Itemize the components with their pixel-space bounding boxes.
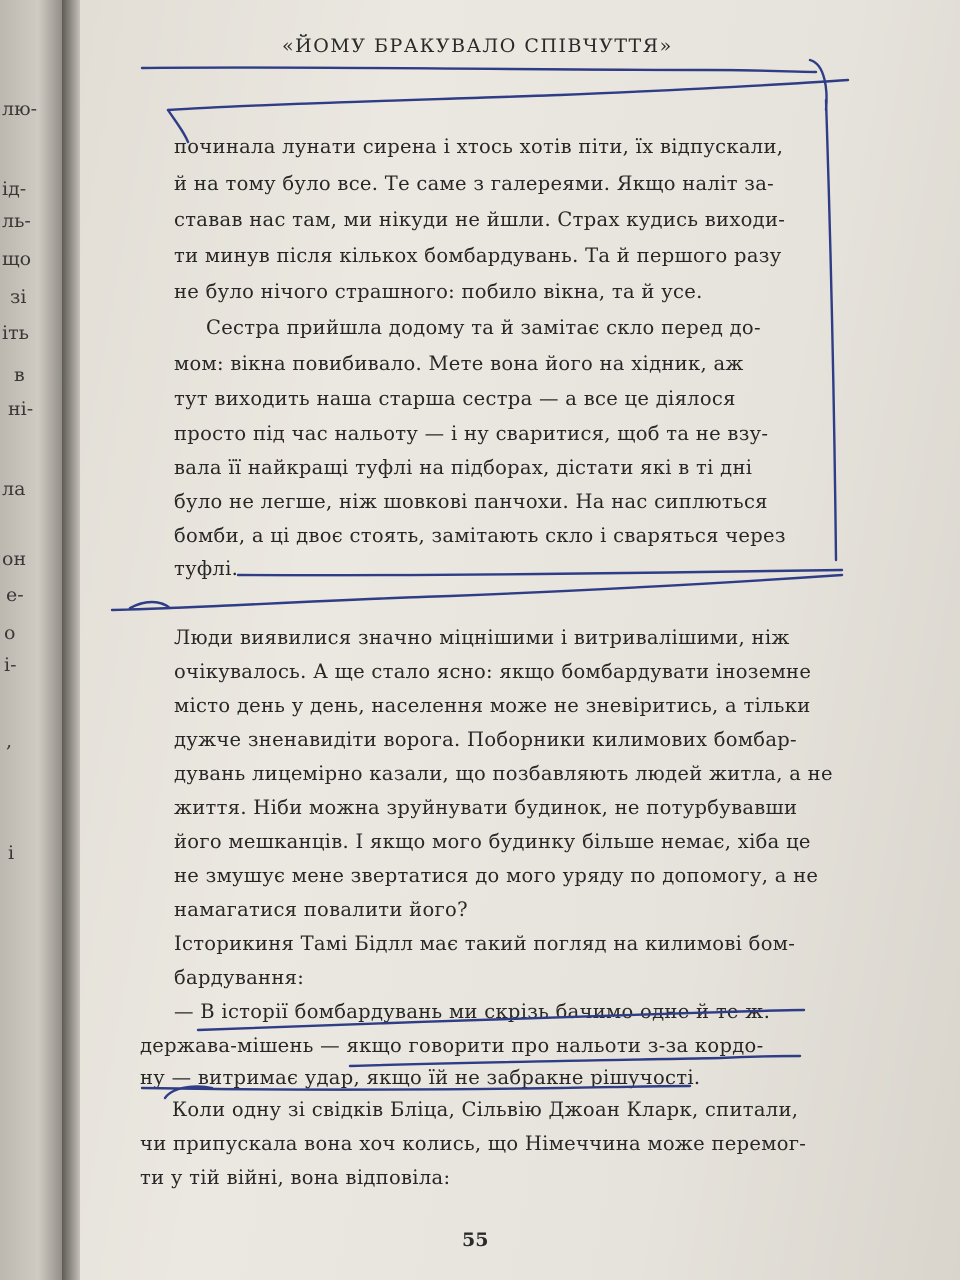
left-page-fragment: в xyxy=(14,364,25,386)
text-line: просто під час нальоту — і ну сваритися, щоб та не взу- xyxy=(174,422,769,445)
text-line: чи припускала вона хоч колись, що Німеччина може перемог- xyxy=(140,1132,807,1155)
text-line: очікувалось. А ще стало ясно: якщо бомбардувати іноземне xyxy=(174,660,812,683)
running-head: «ЙОМУ БРАКУВАЛО СПІВЧУТТЯ» xyxy=(282,35,673,57)
left-page-fragment: і- xyxy=(4,654,17,676)
text-line: ну — витримає удар, якщо їй не забракне рішучості. xyxy=(140,1066,701,1089)
text-line: й на тому було все. Те саме з галереями. Якщо наліт за- xyxy=(174,172,775,195)
text-line: ти у тій війні, вона відповіла: xyxy=(140,1166,451,1189)
text-line: мом: вікна повибивало. Мете вона його на хідник, аж xyxy=(174,352,744,375)
text-line: життя. Ніби можна зруйнувати будинок, не потурбувавши xyxy=(174,796,798,819)
left-page-fragment: зі xyxy=(10,286,27,308)
ink-box-top xyxy=(168,80,848,110)
ink-box-left xyxy=(168,110,188,142)
text-line: дужче зненавидіти ворога. Поборники килимових бомбар- xyxy=(174,728,797,751)
ink-separator xyxy=(112,575,842,610)
left-page-fragment: о xyxy=(4,622,16,644)
text-line: держава-мішень — якщо говорити про нальоти з-за кордо- xyxy=(140,1034,764,1057)
text-line: його мешканців. І якщо мого будинку більше немає, хіба це xyxy=(174,830,811,853)
left-page-fragment: лю- xyxy=(2,98,38,120)
left-page-fragment: е- xyxy=(6,584,24,606)
left-page-fragment: іть xyxy=(2,322,29,344)
text-line: Люди виявилися значно міцнішими і витривалішими, ніж xyxy=(174,626,790,649)
text-line: ставав нас там, ми нікуди не йшли. Страх кудись виходи- xyxy=(174,208,786,231)
text-line: не змушує мене звертатися до мого уряду по допомогу, а не xyxy=(174,864,819,887)
text-line: місто день у день, населення може не зневіритись, а тільки xyxy=(174,694,811,717)
left-page-fragment: і xyxy=(8,842,15,864)
ink-top-rule xyxy=(142,67,816,72)
left-page-fragment: ні- xyxy=(8,398,34,420)
text-line: Історикиня Тамі Бідлл має такий погляд на килимові бом- xyxy=(174,932,796,955)
left-page-fragment: що xyxy=(2,248,32,270)
text-line: бардування: xyxy=(174,966,305,989)
text-line: дувань лицемірно казали, що позбавляють людей житла, а не xyxy=(174,762,833,785)
page-number: 55 xyxy=(462,1229,489,1251)
ink-underline-3 xyxy=(142,1086,690,1090)
text-line: — В історії бомбардувань ми скрізь бачимо одне й те ж: xyxy=(174,1000,771,1023)
left-page-fragment: , xyxy=(6,730,13,752)
left-page-fragment: он xyxy=(2,548,27,570)
text-line: Сестра прийшла додому та й замітає скло перед до- xyxy=(206,316,761,339)
text-line: Коли одну зі свідків Бліца, Сільвію Джоан Кларк, спитали, xyxy=(172,1098,799,1121)
text-line: намагатися повалити його? xyxy=(174,898,468,921)
text-line: тут виходить наша старша сестра — а все це діялося xyxy=(174,387,736,410)
left-page-fragment: ід- xyxy=(2,178,27,200)
text-line: бомби, а ці двоє стоять, замітають скло і сваряться через xyxy=(174,524,786,547)
text-line: було не легше, ніж шовкові панчохи. На нас сиплються xyxy=(174,490,768,513)
text-line: починала лунати сирена і хтось хотів піти, їх відпускали, xyxy=(174,135,784,158)
text-line: вала її найкращі туфлі на підборах, дістати які в ті дні xyxy=(174,456,753,479)
text-line: туфлі. xyxy=(174,557,239,580)
left-page-fragment: ль- xyxy=(2,210,31,232)
left-page-fragment: ла xyxy=(2,478,26,500)
text-line: не було нічого страшного: побило вікна, та й усе. xyxy=(174,280,703,303)
ink-underline-2 xyxy=(350,1056,800,1066)
ink-box-bottom xyxy=(238,570,842,575)
ink-underline-1 xyxy=(198,1010,804,1030)
ink-box-corner xyxy=(810,60,827,110)
ink-box-right xyxy=(826,100,836,560)
text-line: ти минув після кількох бомбардувань. Та й першого разу xyxy=(174,244,782,267)
